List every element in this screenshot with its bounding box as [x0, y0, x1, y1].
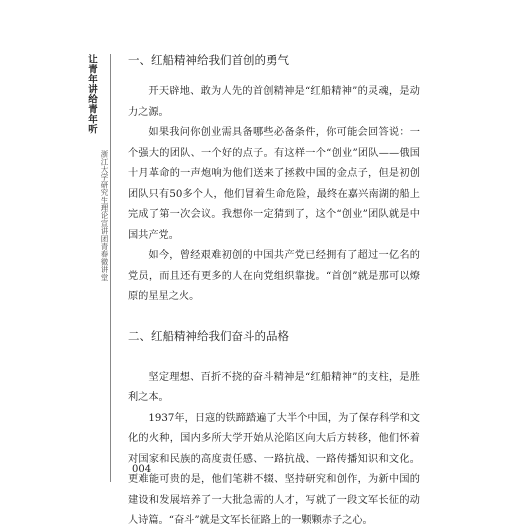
section-heading-2: 二、红船精神给我们奋斗的品格: [128, 328, 289, 343]
book-subtitle: 浙江大学研究生理论宣讲团青春微讲堂: [100, 150, 109, 281]
paragraph: 如今，曾经艰难初创的中国共产党已经拥有了超过一亿名的党员，而且还有更多的人在向党组织靠拢。“首创”就是那可以燎原的星星之火。: [128, 250, 420, 302]
paragraph: 如果我问你创业需具备哪些必备条件，你可能会回答说：一个强大的团队、一个好的点子。有这样一个“创业”团队——俄国十月革命的一声炮响为他们送来了拯救中国的金点子，但是初创团队只有50多个人，他们冒着生命危险，最终在嘉兴南湖的船上完成了第一次会议。我想你一定猜到了，这个“创业”团队就是中国共产党。: [128, 127, 420, 241]
paragraph: 坚定理想、百折不挠的奋斗精神是“红船精神”的支柱，是胜利之本。: [128, 371, 420, 403]
paragraph: 开天辟地、敢为人先的首创精神是“红船精神”的灵魂，是动力之源。: [128, 86, 420, 118]
section-heading-1: 一、红船精神给我们首创的勇气: [128, 53, 289, 67]
page-number: 004: [132, 464, 152, 475]
paragraph: 1937年，日寇的铁蹄踏遍了大半个中国，为了保存科学和文化的火种，国内多所大学开始从沦陷区向大后方转移，他们怀着对国家和民族的高度责任感、一路抗战、一路传播知识和文化。更难能可贵的是，他们笔耕不辍、坚持研究和创作，为新中国的建设和发展培养了一大批急需的人才，写就了一段文军长征的动人诗篇。“奋斗”就是文军长征路上的一颗颗赤子之心。: [128, 412, 420, 526]
page-content: [128, 48, 420, 532]
book-title: 让青年讲给青年听: [86, 54, 97, 134]
sidebar-divider: [110, 54, 111, 482]
